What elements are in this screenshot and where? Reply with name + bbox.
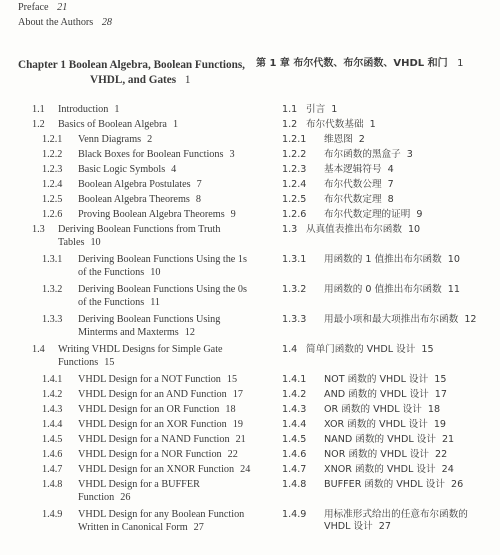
toc-entry-page: 21 <box>235 434 246 445</box>
toc-entry-number: 1.4.9 <box>42 509 63 520</box>
toc-entry <box>42 149 235 162</box>
toc-entry <box>282 209 422 221</box>
toc-entry-title: 从真值表推出布尔函数 <box>306 224 402 235</box>
toc-entry <box>42 179 202 192</box>
toc-entry-number: 1.3.1 <box>42 254 63 265</box>
toc-entry <box>42 434 246 447</box>
toc-entry-page: 26 <box>120 491 131 503</box>
toc-entry-title: Basic Logic Symbols <box>78 164 166 175</box>
toc-entry-title: AND 函数的 VHDL 设计 <box>324 389 429 400</box>
toc-entry-title: Tables <box>58 236 85 248</box>
toc-entry-title: Deriving Boolean Functions Using the 0s <box>78 284 247 295</box>
toc-entry-page: 19 <box>433 419 447 430</box>
toc-entry-number: 1.4.6 <box>282 449 307 460</box>
toc-entry-page: 9 <box>230 209 236 220</box>
toc-entry-number: 1.4.6 <box>42 449 63 460</box>
toc-entry-number: 1.2.5 <box>42 194 63 205</box>
toc-entry-page: 15 <box>421 344 434 355</box>
toc-entry-title: VHDL Design for an AND Function <box>78 389 227 400</box>
toc-entry <box>282 479 463 491</box>
toc-entry-page: 4 <box>171 164 177 175</box>
toc-entry-title: 布尔代数公理 <box>324 179 382 190</box>
toc-entry-number: 1.4.7 <box>282 464 307 475</box>
toc-entry <box>42 404 236 417</box>
toc-entry-number: 1.2.2 <box>282 149 307 160</box>
toc-entry-title: Function <box>78 491 115 503</box>
toc-entry-title: 用函数的 0 值推出布尔函数 <box>324 284 442 295</box>
toc-entry-page: 7 <box>196 179 202 190</box>
toc-entry-number: 1.4.5 <box>42 434 63 445</box>
toc-entry-page: 10 <box>150 266 161 278</box>
toc-entry-page: 24 <box>441 464 454 475</box>
toc-entry-number: 1.4.4 <box>42 419 63 430</box>
toc-entry-title: VHDL Design for an XNOR Function <box>78 464 235 475</box>
toc-entry-title: 布尔代数基础 <box>306 119 364 130</box>
toc-entry-title: of the Functions <box>78 296 145 308</box>
toc-entry-title: Deriving Boolean Functions Using <box>78 314 221 325</box>
toc-entry-number: 1.1 <box>282 104 298 115</box>
toc-entry-number: 1.2.4 <box>42 179 63 190</box>
toc-entry-number: 1.2.1 <box>282 134 307 145</box>
toc-entry <box>282 344 434 356</box>
toc-entry <box>42 254 247 280</box>
toc-entry-number: 1.2.2 <box>42 149 63 160</box>
toc-entry <box>282 284 460 296</box>
toc-entry <box>282 164 394 176</box>
toc-entry <box>282 179 394 191</box>
toc-entry <box>42 479 200 505</box>
toc-front-title: About the Authors <box>18 17 94 28</box>
toc-entry-number: 1.3.3 <box>282 314 307 325</box>
toc-entry-title: 用最小项和最大项推出布尔函数 <box>324 314 459 325</box>
toc-entry-page: 24 <box>240 464 251 475</box>
toc-entry-page: 10 <box>90 236 101 248</box>
toc-entry-page: 18 <box>225 404 236 415</box>
toc-entry-title: Writing VHDL Designs for Simple Gate <box>58 344 223 355</box>
toc-entry-title: Boolean Algebra Theorems <box>78 194 190 205</box>
toc-entry-number: 1.4.8 <box>282 479 307 490</box>
toc-entry-number: 1.2.5 <box>282 194 307 205</box>
toc-entry <box>42 194 201 207</box>
toc-entry-number: 1.2.3 <box>282 164 307 175</box>
toc-entry-title: Written in Canonical Form <box>78 521 188 533</box>
toc-entry <box>282 389 447 401</box>
toc-entry-number: 1.3 <box>32 224 45 235</box>
toc-entry-title: BUFFER 函数的 VHDL 设计 <box>324 479 445 490</box>
toc-entry-page: 1 <box>114 104 120 115</box>
toc-entry-title: NOR 函数的 VHDL 设计 <box>324 449 430 460</box>
toc-entry-title: VHDL 设计 <box>324 520 373 532</box>
toc-entry-page: 18 <box>427 404 441 415</box>
toc-entry-number: 1.2.6 <box>282 209 307 220</box>
toc-entry-title: NAND 函数的 VHDL 设计 <box>324 434 436 445</box>
toc-entry-title: VHDL Design for an OR Function <box>78 404 220 415</box>
toc-entry-title: VHDL Design for an XOR Function <box>78 419 227 430</box>
toc-entry-page: 15 <box>104 356 115 368</box>
toc-entry-title: VHDL Design for a NOR Function <box>78 449 222 460</box>
chapter-title-en-line1: Chapter 1 Boolean Algebra, Boolean Functions, <box>18 59 245 71</box>
toc-entry-number: 1.4 <box>32 344 45 355</box>
toc-entry-number: 1.3.2 <box>282 284 307 295</box>
toc-entry-number: 1.4.1 <box>282 374 307 385</box>
toc-entry-page: 15 <box>226 374 238 385</box>
toc-entry-number: 1.1 <box>32 104 45 115</box>
toc-entry-title: VHDL Design for a NAND Function <box>78 434 230 445</box>
toc-entry-page: 7 <box>387 179 394 190</box>
toc-entry-title: Introduction <box>58 104 109 115</box>
toc-entry-title: 布尔函数的黑盒子 <box>324 149 401 160</box>
toc-entry-title: Minterms and Maxterms <box>78 326 179 338</box>
toc-entry-page: 10 <box>447 254 460 265</box>
toc-entry-title: Deriving Boolean Functions Using the 1s <box>78 254 247 265</box>
toc-entry-page: 3 <box>229 149 235 160</box>
toc-entry-page: 4 <box>387 164 394 175</box>
toc-entry-title: 用函数的 1 值推出布尔函数 <box>324 254 442 265</box>
toc-entry-title: Venn Diagrams <box>78 134 142 145</box>
toc-entry-page: 21 <box>441 434 455 445</box>
toc-entry <box>282 314 477 326</box>
toc-entry-title: VHDL Design for any Boolean Function <box>78 509 245 520</box>
toc-entry-number: 1.4.4 <box>282 419 307 430</box>
toc-entry-title: 布尔代数定理 <box>324 194 382 205</box>
toc-entry-page: 12 <box>464 314 477 325</box>
toc-entry-page: 2 <box>358 134 365 145</box>
toc-entry <box>282 194 394 206</box>
toc-entry <box>282 224 420 236</box>
toc-entry-number: 1.4.2 <box>282 389 307 400</box>
toc-entry-page: 22 <box>227 449 238 460</box>
toc-entry-page: 17 <box>434 389 447 400</box>
toc-entry-number: 1.2.4 <box>282 179 307 190</box>
toc-entry-number: 1.3.3 <box>42 314 63 325</box>
toc-entry-title: Boolean Algebra Postulates <box>78 179 191 190</box>
toc-entry <box>32 104 119 117</box>
toc-entry <box>282 464 454 476</box>
toc-front-preface <box>18 2 67 15</box>
toc-entry <box>282 509 468 533</box>
toc-entry-page: 22 <box>435 449 448 460</box>
toc-entry <box>42 389 243 402</box>
toc-entry-number: 1.2.6 <box>42 209 63 220</box>
toc-entry <box>42 374 237 387</box>
toc-entry-page: 19 <box>232 419 243 430</box>
chapter-title-zh-page: 1 <box>457 58 464 69</box>
toc-entry-number: 1.2.3 <box>42 164 63 175</box>
toc-entry-title: Functions <box>58 356 99 368</box>
toc-entry-title: XOR 函数的 VHDL 设计 <box>324 419 428 430</box>
toc-entry <box>42 449 238 462</box>
toc-entry <box>282 134 365 146</box>
toc-entry-title: VHDL Design for a BUFFER <box>78 479 200 490</box>
toc-entry <box>282 419 446 431</box>
toc-entry-page: 27 <box>378 520 391 532</box>
toc-entry <box>282 254 460 266</box>
toc-entry-page: 8 <box>387 194 394 205</box>
toc-entry-number: 1.4 <box>282 344 298 355</box>
toc-entry-page: 11 <box>150 296 161 308</box>
toc-entry <box>42 464 250 477</box>
toc-entry-number: 1.4.3 <box>282 404 307 415</box>
toc-entry-title: 布尔代数定理的证明 <box>324 209 411 220</box>
toc-entry <box>32 344 223 370</box>
toc-entry-page: 17 <box>232 389 243 400</box>
toc-entry-page: 9 <box>416 209 423 220</box>
toc-entry-page: 27 <box>193 521 204 533</box>
toc-entry-title: Black Boxes for Boolean Functions <box>78 149 224 160</box>
toc-entry <box>32 119 178 132</box>
toc-entry-title: of the Functions <box>78 266 145 278</box>
toc-entry-page: 1 <box>331 104 338 115</box>
toc-entry-page: 26 <box>451 479 464 490</box>
toc-entry-number: 1.3.1 <box>282 254 307 265</box>
toc-front-page: 21 <box>57 2 68 13</box>
toc-entry-page: 3 <box>406 149 413 160</box>
toc-entry-title: 基本逻辑符号 <box>324 164 382 175</box>
toc-front-about <box>18 17 112 30</box>
chapter-title-zh-text: 第 1 章 布尔代数、布尔函数、VHDL 和门 <box>256 58 448 69</box>
toc-entry-page: 12 <box>184 326 195 338</box>
toc-entry-title: Basics of Boolean Algebra <box>58 119 167 130</box>
toc-entry-title: 维恩图 <box>324 134 353 145</box>
toc-entry <box>282 404 440 416</box>
toc-entry <box>42 209 236 222</box>
toc-entry <box>42 284 247 310</box>
toc-entry <box>282 119 376 131</box>
toc-entry-page: 11 <box>447 284 460 295</box>
toc-entry-page: 15 <box>434 374 447 385</box>
toc-entry <box>282 449 447 461</box>
toc-entry-page: 2 <box>147 134 153 145</box>
toc-entry-number: 1.4.5 <box>282 434 307 445</box>
toc-entry-number: 1.4.7 <box>42 464 63 475</box>
toc-entry-number: 1.3.2 <box>42 284 63 295</box>
toc-entry-number: 1.4.2 <box>42 389 63 400</box>
toc-entry-title: 简单门函数的 VHDL 设计 <box>306 344 416 355</box>
toc-entry-title: XNOR 函数的 VHDL 设计 <box>324 464 436 475</box>
chapter-title-en-page: 1 <box>184 74 191 86</box>
toc-entry-number: 1.3 <box>282 224 298 235</box>
toc-entry-title: 用标准形式给出的任意布尔函数的 <box>324 509 468 520</box>
toc-entry-title: OR 函数的 VHDL 设计 <box>324 404 422 415</box>
toc-entry <box>282 104 337 116</box>
toc-entry <box>282 434 454 446</box>
toc-front-title: Preface <box>18 2 49 13</box>
toc-entry <box>42 134 152 147</box>
toc-entry-title: Deriving Boolean Functions from Truth <box>58 224 221 235</box>
toc-entry-number: 1.2 <box>282 119 298 130</box>
toc-front-page: 28 <box>101 17 113 28</box>
toc-entry-number: 1.4.8 <box>42 479 63 490</box>
toc-entry-title: 引言 <box>306 104 326 115</box>
toc-entry-page: 1 <box>172 119 179 130</box>
toc-entry-title: NOT 函数的 VHDL 设计 <box>324 374 429 385</box>
toc-entry <box>282 374 446 386</box>
toc-entry-number: 1.2 <box>32 119 45 130</box>
chapter-title-zh <box>256 58 464 71</box>
chapter-title-en-text: VHDL, and Gates <box>90 74 177 86</box>
toc-entry <box>42 509 244 535</box>
toc-entry-number: 1.4.1 <box>42 374 63 385</box>
chapter-title-en-line2 <box>90 73 190 87</box>
toc-entry <box>42 314 220 340</box>
toc-entry-title: VHDL Design for a NOT Function <box>78 374 221 385</box>
toc-entry <box>32 224 220 250</box>
toc-entry <box>42 164 176 177</box>
toc-entry-number: 1.4.3 <box>42 404 63 415</box>
toc-entry-page: 1 <box>369 119 376 130</box>
toc-entry-number: 1.4.9 <box>282 509 307 520</box>
toc-entry <box>282 149 413 161</box>
toc-entry <box>42 419 243 432</box>
toc-entry-title: Proving Boolean Algebra Theorems <box>78 209 225 220</box>
toc-entry-page: 8 <box>195 194 201 205</box>
toc-entry-page: 10 <box>407 224 421 235</box>
toc-entry-number: 1.2.1 <box>42 134 63 145</box>
